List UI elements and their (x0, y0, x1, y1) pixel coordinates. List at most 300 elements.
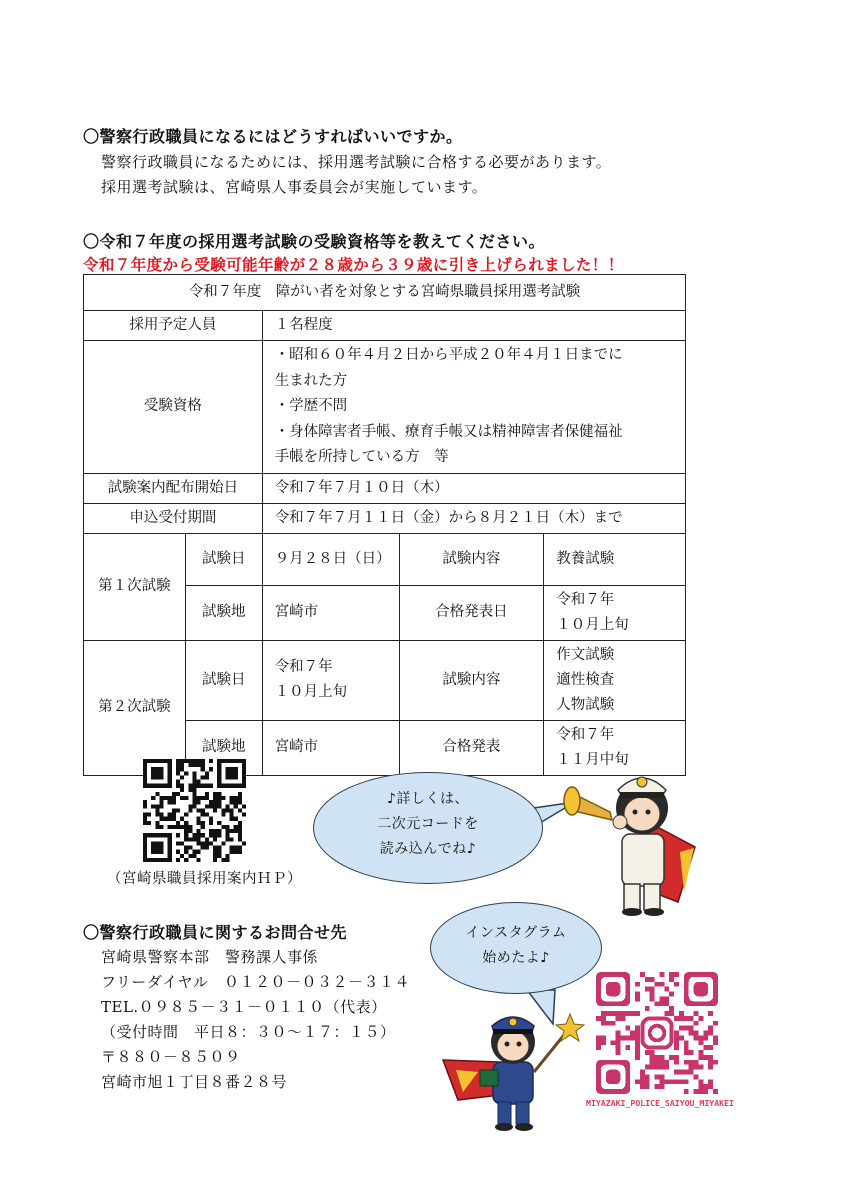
qr-module (155, 821, 159, 825)
qr-module (172, 817, 176, 821)
qr-module (225, 837, 229, 841)
qr-module (225, 854, 229, 858)
mascot-wand-icon (438, 1000, 588, 1140)
qr-module (230, 808, 234, 812)
qr-module (640, 1070, 645, 1075)
qr-module (209, 817, 213, 821)
qr-module (635, 1035, 640, 1040)
qr-module (238, 837, 242, 841)
bubble-line: 読み込んでね♪ (379, 841, 477, 857)
age-notice: 令和７年度から受験可能年齢が２８歳から３９歳に引き上げられました！！ (83, 256, 624, 274)
result-line: １１月中旬 (556, 751, 629, 768)
qr-module (184, 850, 188, 854)
qr-module (698, 1050, 703, 1055)
qr-module (620, 1035, 625, 1040)
qr-module (201, 763, 205, 767)
qr-module (180, 817, 184, 821)
qr-module (188, 854, 192, 858)
qr-module (708, 1045, 713, 1050)
qr-module (201, 767, 205, 771)
qr-module (684, 1050, 689, 1055)
qr-module (596, 1045, 601, 1050)
qr-module (625, 1035, 630, 1040)
result-line: １０月上旬 (556, 616, 629, 633)
qr-module (164, 817, 168, 821)
qr-module (674, 1055, 679, 1060)
qr-module (242, 804, 246, 808)
first-exam-date-value: ９月２８日（日） (262, 533, 399, 585)
qr-module (684, 1045, 689, 1050)
qr-module (659, 1084, 664, 1089)
qr-module (209, 784, 213, 788)
qr-module (197, 796, 201, 800)
qr-module (192, 784, 196, 788)
qr-module (674, 1016, 679, 1021)
qr-module (630, 1035, 635, 1040)
qr-module (225, 833, 229, 837)
qr-module (176, 850, 180, 854)
qr-module (664, 1079, 669, 1084)
qr-module (679, 1011, 684, 1016)
qr-module (205, 841, 209, 845)
qr-module (230, 837, 234, 841)
qr-module (201, 846, 205, 850)
qr-module (184, 825, 188, 829)
qr-module (155, 804, 159, 808)
qr-module (192, 792, 196, 796)
qr-module (176, 771, 180, 775)
result-line: 令和７年 (556, 591, 615, 608)
guide-date-value: 令和７年７月１０日（木） (262, 473, 685, 503)
qr-module (184, 846, 188, 850)
qr-module (184, 813, 188, 817)
qr-module (698, 1065, 703, 1070)
qr-module (197, 829, 201, 833)
planned-count-label: 採用予定人員 (84, 311, 263, 341)
qr-module (184, 858, 188, 862)
qr-module (197, 817, 201, 821)
second-exam-place-label: 試験地 (185, 720, 262, 775)
qr-module (674, 982, 679, 987)
qr-module (234, 817, 238, 821)
qr-module (192, 850, 196, 854)
qr-module (645, 1006, 650, 1011)
qr-module (184, 837, 188, 841)
qr-module (640, 1074, 645, 1079)
qr-module (155, 813, 159, 817)
qr-module (221, 808, 225, 812)
qr-module (192, 759, 196, 763)
qr-module (225, 829, 229, 833)
qr-module (674, 1035, 679, 1040)
qr-module (188, 763, 192, 767)
qr-module (655, 1001, 660, 1006)
qr-module (205, 846, 209, 850)
website-qr-code[interactable] (143, 759, 246, 862)
second-exam-content-value (544, 640, 686, 720)
qr-module (242, 841, 246, 845)
qr-module (664, 1065, 669, 1070)
qr-module (217, 846, 221, 850)
qr-module (197, 837, 201, 841)
section1-line-1: 警察行政職員になるためには、採用選考試験に合格する必要があります。 (101, 153, 612, 171)
contact-block (101, 945, 410, 1095)
qr-module (184, 821, 188, 825)
qr-module (201, 759, 205, 763)
qr-module (596, 1040, 601, 1045)
contact-freedial[interactable]: フリーダイヤル ０１２０－０３２－３１４ (101, 973, 410, 991)
second-exam-date-value (262, 640, 399, 720)
qr-module (630, 1011, 635, 1016)
qr-module (221, 796, 225, 800)
qr-module (669, 1006, 674, 1011)
qr-module (217, 804, 221, 808)
qr-module (708, 1060, 713, 1065)
qr-module (176, 825, 180, 829)
qr-module (230, 850, 234, 854)
qr-module (188, 804, 192, 808)
qr-module (197, 808, 201, 812)
qr-module (192, 780, 196, 784)
qr-module (234, 800, 238, 804)
planned-count-value: １名程度 (262, 311, 685, 341)
qr-module (703, 1084, 708, 1089)
qr-module (679, 1026, 684, 1031)
qr-module (694, 1060, 699, 1065)
first-exam-date-label: 試験日 (185, 533, 262, 585)
qr-module (168, 817, 172, 821)
qr-module (635, 996, 640, 1001)
qr-module (659, 1074, 664, 1079)
qr-module (155, 808, 159, 812)
qr-module (209, 821, 213, 825)
qr-module (238, 808, 242, 812)
qr-module (197, 763, 201, 767)
qr-module (674, 1060, 679, 1065)
qr-module (655, 982, 660, 987)
qr-module (213, 800, 217, 804)
qr-module (188, 759, 192, 763)
qr-module (650, 992, 655, 997)
qr-module (659, 1065, 664, 1070)
qr-module (601, 1011, 606, 1016)
qr-module (209, 833, 213, 837)
qr-module (655, 1065, 660, 1070)
bubble-line: ♪詳しくは、 (387, 791, 469, 807)
qr-module (234, 846, 238, 850)
qr-module (698, 1035, 703, 1040)
qr-module (669, 972, 674, 977)
qr-caption: （宮崎県職員採用案内ＨＰ） (107, 871, 302, 887)
qr-module (197, 850, 201, 854)
bubble-line: 始めたよ♪ (482, 950, 550, 966)
bubble-line: 二次元コードを (377, 816, 479, 832)
content-line: 適性検査 (556, 671, 615, 688)
qr-module (625, 1011, 630, 1016)
qr-module (180, 796, 184, 800)
qr-module (674, 972, 679, 977)
qr-module (684, 1040, 689, 1045)
qr-module (703, 1045, 708, 1050)
qr-module (147, 813, 151, 817)
qr-module (217, 833, 221, 837)
first-exam-result-label: 合格発表日 (399, 585, 544, 640)
second-exam-label: 第２次試験 (84, 640, 186, 775)
qr-module (234, 804, 238, 808)
qr-module (184, 771, 188, 775)
qr-module (713, 1035, 718, 1040)
qr-module (664, 1060, 669, 1065)
qr-module (164, 796, 168, 800)
qr-module (180, 767, 184, 771)
bubble-line: インスタグラム (465, 925, 567, 941)
qr-module (674, 1031, 679, 1036)
qr-finder (606, 1070, 621, 1085)
qr-module (225, 825, 229, 829)
qr-module (713, 1089, 718, 1094)
qr-module (659, 1060, 664, 1065)
qr-module (650, 996, 655, 1001)
qr-module (596, 1016, 601, 1021)
qr-module (679, 1035, 684, 1040)
qr-module (674, 1040, 679, 1045)
qr-module (188, 846, 192, 850)
qr-module (625, 1045, 630, 1050)
qr-module (234, 796, 238, 800)
qr-module (213, 833, 217, 837)
instagram-logo-icon (642, 1018, 671, 1047)
first-exam-content-label: 試験内容 (399, 533, 544, 585)
qr-module (225, 804, 229, 808)
qr-module (221, 825, 225, 829)
qr-module (213, 804, 217, 808)
qr-module (168, 825, 172, 829)
qr-module (201, 821, 205, 825)
qr-module (176, 759, 180, 763)
qr-module (201, 841, 205, 845)
qr-module (180, 788, 184, 792)
content-line: 人物試験 (556, 696, 615, 713)
qr-module (616, 1045, 621, 1050)
qr-module (650, 1050, 655, 1055)
qr-module (616, 1040, 621, 1045)
speech-bubble-instagram (430, 902, 602, 994)
qr-module (143, 813, 147, 817)
qr-module (205, 804, 209, 808)
qr-module (694, 1089, 699, 1094)
qr-module (217, 829, 221, 833)
qr-module (184, 829, 188, 833)
qr-module (192, 771, 196, 775)
qr-module (708, 1011, 713, 1016)
qr-module (601, 1016, 606, 1021)
qr-module (159, 825, 163, 829)
qr-module (188, 788, 192, 792)
qr-module (176, 784, 180, 788)
qr-module (645, 1084, 650, 1089)
section2-heading: 〇令和７年度の採用選考試験の受験資格等を教えてください。 (83, 232, 546, 251)
qr-module (159, 800, 163, 804)
qr-module (234, 850, 238, 854)
qr-module (713, 1040, 718, 1045)
qr-module (635, 992, 640, 997)
qr-module (201, 813, 205, 817)
qr-module (664, 1011, 669, 1016)
date-line: １０月上旬 (274, 684, 348, 700)
qr-module (669, 1079, 674, 1084)
qr-module (180, 763, 184, 767)
qr-module (205, 784, 209, 788)
qr-module (192, 804, 196, 808)
qr-module (645, 1074, 650, 1079)
qualification-line: 手帳を所持している方 等 (274, 449, 449, 465)
qr-module (238, 792, 242, 796)
qr-module (197, 833, 201, 837)
qualification-line: ・身体障害者手帳、療育手帳又は精神障害者保健福祉 (274, 423, 623, 440)
qr-module (640, 972, 645, 977)
qr-module (155, 792, 159, 796)
qr-module (192, 800, 196, 804)
qr-module (192, 775, 196, 779)
qr-module (698, 1016, 703, 1021)
qr-module (694, 1074, 699, 1079)
qr-module (601, 1021, 606, 1026)
instagram-qr-code[interactable] (596, 972, 718, 1094)
qr-module (201, 796, 205, 800)
qr-module (234, 829, 238, 833)
qr-module (209, 804, 213, 808)
qr-module (176, 763, 180, 767)
qr-module (172, 808, 176, 812)
qr-module (703, 1031, 708, 1036)
qr-module (221, 858, 225, 862)
instagram-lens-icon (650, 1026, 665, 1041)
qr-module (176, 858, 180, 862)
qr-module (192, 763, 196, 767)
qr-module (635, 982, 640, 987)
qr-module (708, 1084, 713, 1089)
section1-heading: 〇警察行政職員になるにはどうすればいいですか。 (83, 127, 463, 146)
qr-module (176, 792, 180, 796)
qr-module (151, 796, 155, 800)
qr-module (684, 1016, 689, 1021)
qr-module (655, 1060, 660, 1065)
contact-tel[interactable]: TEL.０９８５－３１－０１１０（代表） (101, 998, 387, 1016)
qr-module (659, 982, 664, 987)
qr-module (650, 1055, 655, 1060)
qr-finder (151, 841, 163, 853)
qualification-line: ・学歴不問 (274, 398, 348, 414)
qr-module (645, 1079, 650, 1084)
qr-module (674, 1070, 679, 1075)
mascot-trumpet-icon (560, 752, 710, 917)
qr-module (640, 1079, 645, 1084)
qr-module (620, 1011, 625, 1016)
qr-module (684, 1070, 689, 1075)
second-exam-date-label: 試験日 (185, 640, 262, 720)
qr-module (209, 767, 213, 771)
qr-module (205, 775, 209, 779)
date-line: 令和７年 (274, 659, 333, 675)
qr-module (201, 833, 205, 837)
qualification-value (262, 341, 685, 474)
qr-module (230, 829, 234, 833)
qr-module (205, 813, 209, 817)
content-line: 作文試験 (556, 646, 615, 663)
qr-module (664, 987, 669, 992)
contact-address: 宮崎市旭１丁目８番２８号 (101, 1073, 288, 1091)
contact-heading: 〇警察行政職員に関するお問合せ先 (83, 923, 348, 942)
qr-module (694, 1035, 699, 1040)
qr-module (213, 850, 217, 854)
qr-module (238, 850, 242, 854)
qr-module (188, 837, 192, 841)
qualification-label: 受験資格 (84, 341, 263, 474)
qr-module (694, 1011, 699, 1016)
qr-module (698, 1079, 703, 1084)
qr-module (698, 1055, 703, 1060)
qr-module (209, 759, 213, 763)
qr-module (674, 1079, 679, 1084)
qr-module (689, 1026, 694, 1031)
qr-module (640, 1084, 645, 1089)
qr-module (172, 825, 176, 829)
qr-module (197, 784, 201, 788)
qr-module (192, 837, 196, 841)
qr-module (168, 800, 172, 804)
qr-module (689, 1065, 694, 1070)
qr-module (197, 800, 201, 804)
qr-module (606, 1021, 611, 1026)
qr-finder (606, 982, 621, 997)
qr-module (176, 821, 180, 825)
qr-module (645, 1065, 650, 1070)
qr-module (664, 996, 669, 1001)
qr-module (180, 854, 184, 858)
qr-module (645, 977, 650, 982)
qr-module (168, 813, 172, 817)
qr-module (625, 1026, 630, 1031)
qr-module (159, 817, 163, 821)
qr-module (230, 813, 234, 817)
table-title: 令和７年度 障がい者を対象とする宮崎県職員採用選考試験 (84, 275, 686, 311)
qr-module (159, 796, 163, 800)
qr-module (192, 854, 196, 858)
qr-module (188, 784, 192, 788)
qr-module (689, 1016, 694, 1021)
qr-module (242, 813, 246, 817)
qr-module (650, 1065, 655, 1070)
first-exam-place-value: 宮崎市 (262, 585, 399, 640)
qr-module (230, 796, 234, 800)
contact-hours: （受付時間 平日８：３０～１７：１５） (101, 1023, 396, 1041)
qr-module (217, 854, 221, 858)
qr-module (659, 996, 664, 1001)
first-exam-label: 第１次試験 (84, 533, 186, 640)
qr-module (213, 837, 217, 841)
qr-module (650, 987, 655, 992)
qr-module (703, 1035, 708, 1040)
qr-module (611, 1021, 616, 1026)
qr-module (205, 792, 209, 796)
first-exam-content-value: 教養試験 (544, 533, 686, 585)
qr-module (213, 858, 217, 862)
qualification-line: 生まれた方 (274, 372, 348, 389)
qr-module (143, 817, 147, 821)
result-line: 令和７年 (556, 726, 615, 743)
qr-module (238, 846, 242, 850)
qr-module (684, 1079, 689, 1084)
